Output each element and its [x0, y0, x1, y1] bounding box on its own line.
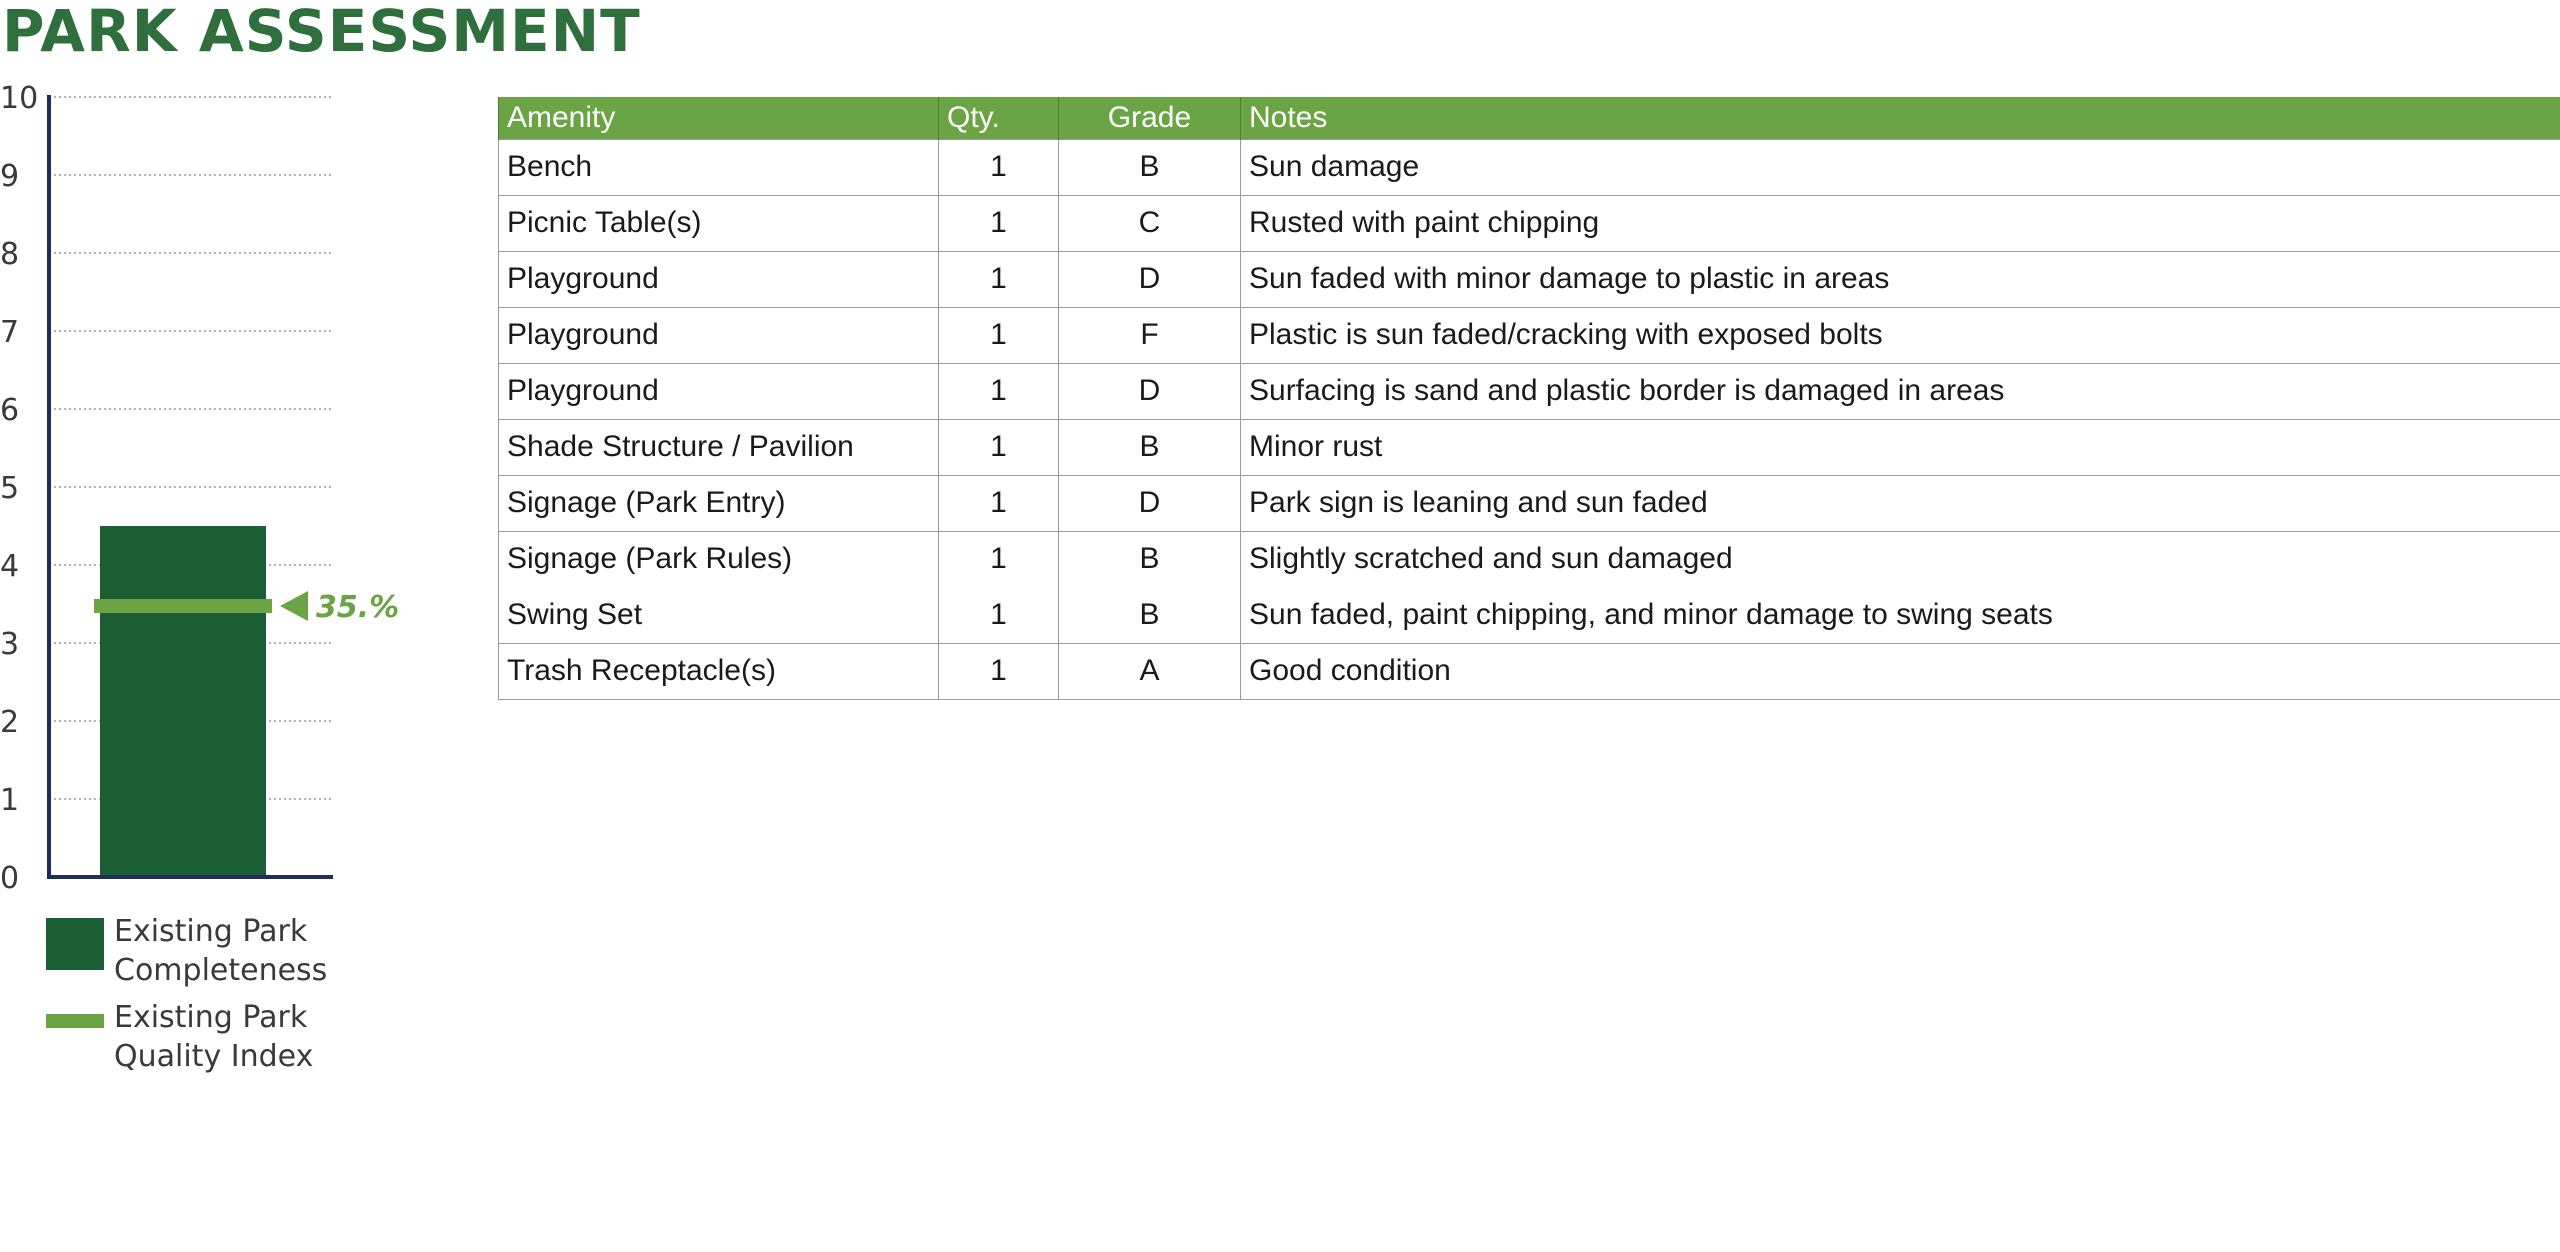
y-tick-label: 8	[0, 237, 20, 272]
table-body	[499, 139, 2560, 699]
cell-grade: B	[1059, 587, 1241, 643]
table-row	[499, 531, 2560, 587]
cell-notes: Rusted with paint chipping	[1241, 195, 2560, 251]
cell-qty: 1	[939, 195, 1059, 251]
y-tick-label: 5	[0, 471, 20, 506]
cell-notes: Minor rust	[1241, 419, 2560, 475]
cell-grade: A	[1059, 643, 1241, 699]
bar-existing-park-completeness	[100, 526, 266, 877]
page-title: PARK ASSESSMENT	[2, 0, 641, 65]
cell-grade: B	[1059, 139, 1241, 195]
cell-grade: F	[1059, 307, 1241, 363]
table-row	[499, 139, 2560, 195]
cell-grade: B	[1059, 531, 1241, 587]
table-row	[499, 587, 2560, 643]
cell-notes: Good condition	[1241, 643, 2560, 699]
quality-index-pointer-icon	[280, 591, 308, 621]
table-row	[499, 475, 2560, 531]
cell-qty: 1	[939, 307, 1059, 363]
table-row	[499, 419, 2560, 475]
cell-notes: Sun damage	[1241, 139, 2560, 195]
cell-qty: 1	[939, 643, 1059, 699]
cell-grade: D	[1059, 251, 1241, 307]
y-tick-label: 6	[0, 393, 20, 428]
legend-label-completeness: Existing Park Completeness	[114, 914, 328, 988]
cell-notes: Sun faded, paint chipping, and minor damage to swing seats	[1241, 587, 2560, 643]
table-header-row	[499, 97, 2560, 139]
y-tick-label: 1	[0, 783, 20, 818]
cell-amenity: Trash Receptacle(s)	[499, 643, 939, 699]
cell-amenity: Playground	[499, 251, 939, 307]
cell-qty: 1	[939, 531, 1059, 587]
square-swatch-icon	[46, 918, 104, 970]
line-swatch-icon	[46, 1014, 104, 1028]
legend-item-completeness	[46, 912, 366, 992]
cell-qty: 1	[939, 419, 1059, 475]
table-row	[499, 195, 2560, 251]
cell-qty: 1	[939, 475, 1059, 531]
header-grade: Grade	[1059, 97, 1241, 139]
y-tick-label: 4	[0, 549, 20, 584]
cell-notes: Park sign is leaning and sun faded	[1241, 475, 2560, 531]
cell-grade: C	[1059, 195, 1241, 251]
table-row	[499, 251, 2560, 307]
cell-notes: Sun faded with minor damage to plastic in areas	[1241, 251, 2560, 307]
cell-qty: 1	[939, 251, 1059, 307]
y-tick-label: 9	[0, 159, 20, 194]
cell-amenity: Signage (Park Rules)	[499, 531, 939, 587]
table-row	[499, 363, 2560, 419]
cell-qty: 1	[939, 587, 1059, 643]
legend-label-quality-index: Existing Park Quality Index	[114, 1000, 314, 1074]
cell-notes: Plastic is sun faded/cracking with exposed bolts	[1241, 307, 2560, 363]
park-assessment-chart	[0, 0, 400, 900]
cell-qty: 1	[939, 363, 1059, 419]
y-tick-label: 3	[0, 627, 20, 662]
table-row	[499, 307, 2560, 363]
amenity-table	[498, 97, 2560, 700]
cell-amenity: Playground	[499, 307, 939, 363]
cell-amenity: Picnic Table(s)	[499, 195, 939, 251]
y-tick-label: 7	[0, 315, 20, 350]
cell-grade: D	[1059, 363, 1241, 419]
cell-grade: B	[1059, 419, 1241, 475]
legend-item-quality-index	[46, 998, 366, 1078]
y-tick-label: 2	[0, 705, 20, 740]
cell-notes: Surfacing is sand and plastic border is damaged in areas	[1241, 363, 2560, 419]
header-qty: Qty.	[939, 97, 1059, 139]
cell-notes: Slightly scratched and sun damaged	[1241, 531, 2560, 587]
header-amenity: Amenity	[499, 97, 939, 139]
cell-amenity: Shade Structure / Pavilion	[499, 419, 939, 475]
cell-amenity: Swing Set	[499, 587, 939, 643]
cell-grade: D	[1059, 475, 1241, 531]
table-row	[499, 643, 2560, 699]
cell-amenity: Signage (Park Entry)	[499, 475, 939, 531]
y-tick-label: 10	[0, 81, 39, 116]
cell-qty: 1	[939, 139, 1059, 195]
cell-amenity: Playground	[499, 363, 939, 419]
header-notes: Notes	[1241, 97, 2560, 139]
quality-index-label: 35.%	[316, 590, 400, 625]
quality-index-line	[94, 599, 272, 613]
cell-amenity: Bench	[499, 139, 939, 195]
y-tick-label: 0	[0, 861, 20, 896]
